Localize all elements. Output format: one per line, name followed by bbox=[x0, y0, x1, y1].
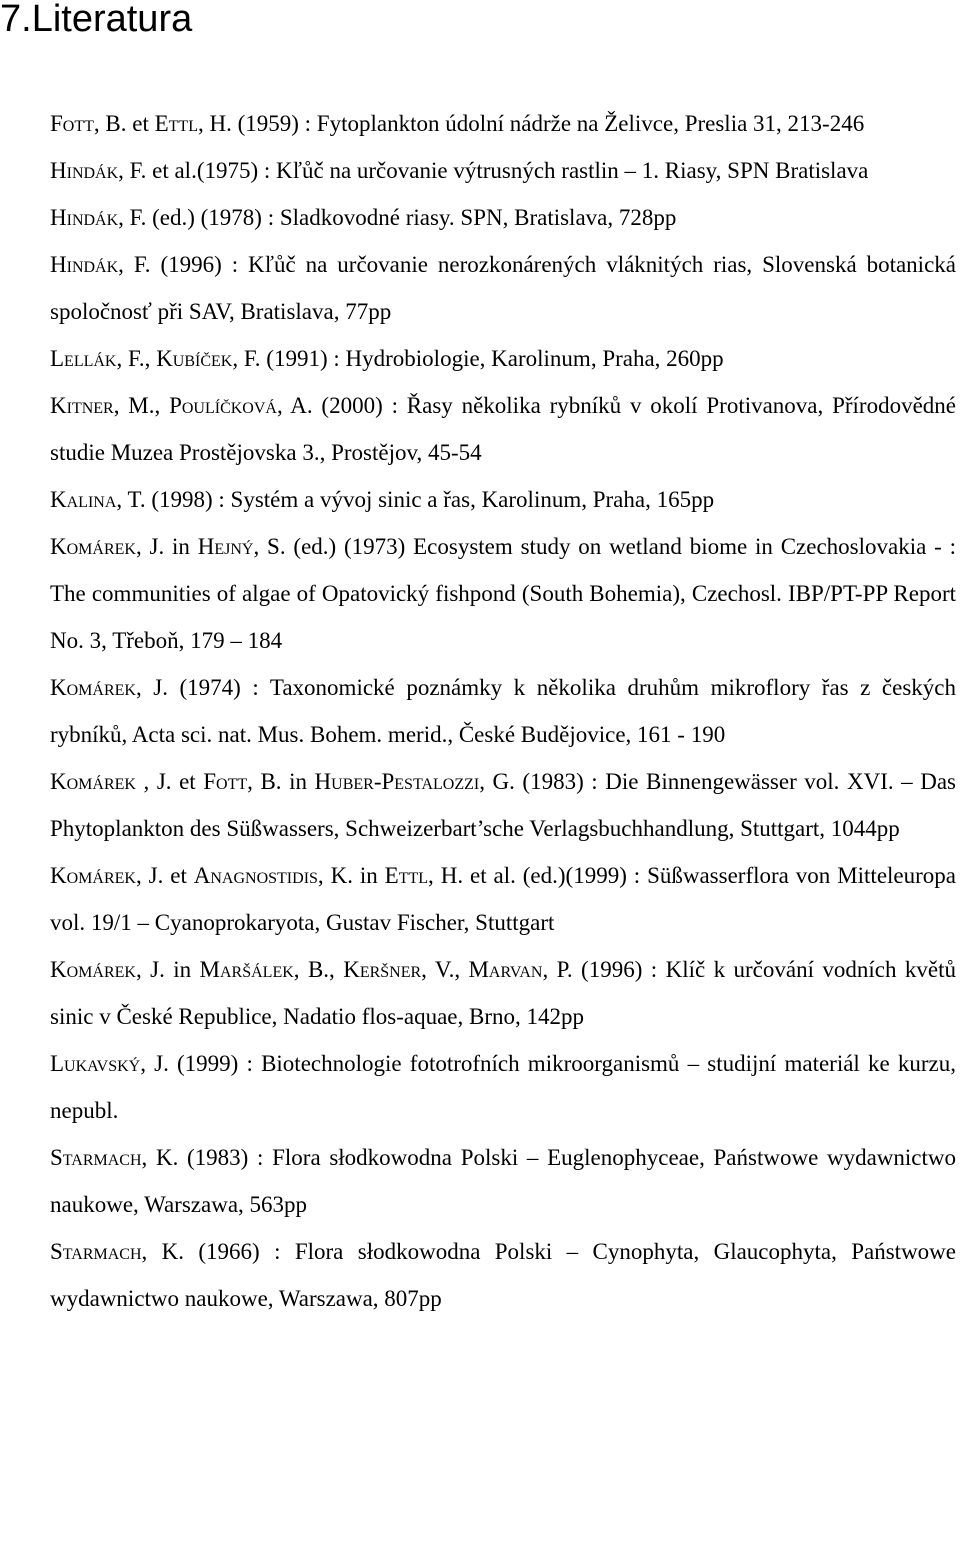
author-name: Komárek bbox=[50, 769, 136, 794]
page-title: 7.Literatura bbox=[0, 0, 193, 40]
author-name: Kitner bbox=[50, 393, 114, 418]
reference-text: , J. in bbox=[135, 957, 200, 982]
author-name: Hindák bbox=[50, 205, 119, 230]
reference-entry bbox=[50, 100, 956, 147]
reference-text: , M., bbox=[113, 393, 170, 418]
reference-text: , F. (1991) : Hydrobiologie, Karolinum, Praha, 260pp bbox=[232, 346, 724, 371]
author-name: Starmach bbox=[50, 1145, 142, 1170]
reference-text: , F. (1996) : Kľůč na určovanie nerozkonárených vláknitých rias, Slovenská botanická spoločnosť při SAV, Bratislava, 77pp bbox=[50, 252, 956, 324]
reference-text: , V., bbox=[421, 957, 469, 982]
reference-entry bbox=[50, 241, 956, 335]
reference-entry bbox=[50, 852, 956, 946]
reference-text: , J. in bbox=[135, 534, 198, 559]
reference-text: , J. (1999) : Biotechnologie fototrofních mikroorganismů – studijní materiál ke kurzu, nepubl. bbox=[50, 1051, 956, 1123]
reference-text: , K. (1966) : Flora słodkowodna Polski – Cynophyta, Glaucophyta, Państwowe wydawnictwo naukowe, Warszawa, 807pp bbox=[50, 1239, 956, 1311]
author-name: Maršálek bbox=[199, 957, 294, 982]
author-name: Komárek bbox=[50, 863, 136, 888]
reference-text: , G. (1983) : Die Binnengewässer vol. XVI. – Das Phytoplankton des Süßwassers, Schweizerbart’sche Verlagsbuchhandlung, Stuttgart, 1044pp bbox=[50, 769, 956, 841]
author-name: Hejný bbox=[197, 534, 254, 559]
reference-text: , S. (ed.) (1973) Ecosystem study on wetland biome in Czechoslovakia - : The communities of algae of Opatovický fishpond (South Bohemia), Czechosl. IBP/PT-PP Report No. 3, Třeboň, 179 – 184 bbox=[50, 534, 956, 653]
reference-entry bbox=[50, 476, 956, 523]
author-name: Komárek bbox=[50, 534, 136, 559]
reference-entry bbox=[50, 147, 956, 194]
reference-text: , J. (1974) : Taxonomické poznámky k několika druhům mikroflory řas z českých rybníků, Acta sci. nat. Mus. Bohem. merid., České Budějovice, 161 - 190 bbox=[50, 675, 956, 747]
reference-entry bbox=[50, 1134, 956, 1228]
reference-entry bbox=[50, 335, 956, 382]
reference-entry bbox=[50, 382, 956, 476]
author-name: Poulíčková bbox=[169, 393, 277, 418]
reference-text: , H. (1959) : Fytoplankton údolní nádrže na Želivce, Preslia 31, 213-246 bbox=[197, 111, 865, 136]
author-name: Anagnostidis bbox=[193, 863, 318, 888]
author-name: Lukavský bbox=[50, 1051, 141, 1076]
reference-text: , T. (1998) : Systém a vývoj sinic a řas, Karolinum, Praha, 165pp bbox=[116, 487, 715, 512]
reference-text: , B. et bbox=[93, 111, 155, 136]
reference-entry bbox=[50, 1040, 956, 1134]
reference-text: , F., bbox=[116, 346, 157, 371]
author-name: Komárek bbox=[50, 675, 136, 700]
author-name: Hindák bbox=[50, 158, 119, 183]
author-name: Ettl bbox=[154, 111, 198, 136]
author-name: Keršner bbox=[343, 957, 422, 982]
author-name: Kubíček bbox=[156, 346, 233, 371]
reference-text: , J. et bbox=[135, 769, 204, 794]
reference-entry bbox=[50, 664, 956, 758]
reference-entry bbox=[50, 194, 956, 241]
author-name: Fott bbox=[50, 111, 94, 136]
reference-text: , J. et bbox=[135, 863, 194, 888]
author-name: Hindák bbox=[50, 252, 119, 277]
reference-text: , P. (1996) : Klíč k určování vodních květů sinic v České Republice, Nadatio flos-aquae, Brno, 142pp bbox=[50, 957, 957, 1029]
author-name: Kalina bbox=[50, 487, 117, 512]
reference-entry bbox=[50, 1228, 956, 1322]
reference-text: , B., bbox=[293, 957, 344, 982]
author-name: Marvan bbox=[468, 957, 543, 982]
reference-entry bbox=[50, 946, 956, 1040]
author-name: Lellák bbox=[50, 346, 117, 371]
author-name: Komárek bbox=[50, 957, 136, 982]
reference-text: , F. (ed.) (1978) : Sladkovodné riasy. SPN, Bratislava, 728pp bbox=[118, 205, 677, 230]
reference-text: , A. (2000) : Řasy několika rybníků v okolí Protivanova, Přírodovědné studie Muzea Prostějovska 3., Prostějov, 45-54 bbox=[50, 393, 956, 465]
author-name: Ettl bbox=[384, 863, 429, 888]
author-name: Fott bbox=[203, 769, 248, 794]
reference-list bbox=[50, 100, 956, 1322]
reference-text: , H. et al. (ed.)(1999) : Süßwasserflora von Mitteleuropa vol. 19/1 – Cyanoprokaryota, Gustav Fischer, Stuttgart bbox=[50, 863, 956, 935]
author-name: Huber-Pestalozzi bbox=[314, 769, 480, 794]
reference-entry bbox=[50, 758, 956, 852]
reference-entry bbox=[50, 523, 956, 664]
reference-text: , K. (1983) : Flora słodkowodna Polski – Euglenophyceae, Państwowe wydawnictwo naukowe, Warszawa, 563pp bbox=[50, 1145, 956, 1217]
reference-text: , K. in bbox=[317, 863, 385, 888]
author-name: Starmach bbox=[50, 1239, 142, 1264]
reference-text: , B. in bbox=[247, 769, 315, 794]
reference-text: , F. et al.(1975) : Kľůč na určovanie výtrusných rastlin – 1. Riasy, SPN Bratislava bbox=[118, 158, 869, 183]
